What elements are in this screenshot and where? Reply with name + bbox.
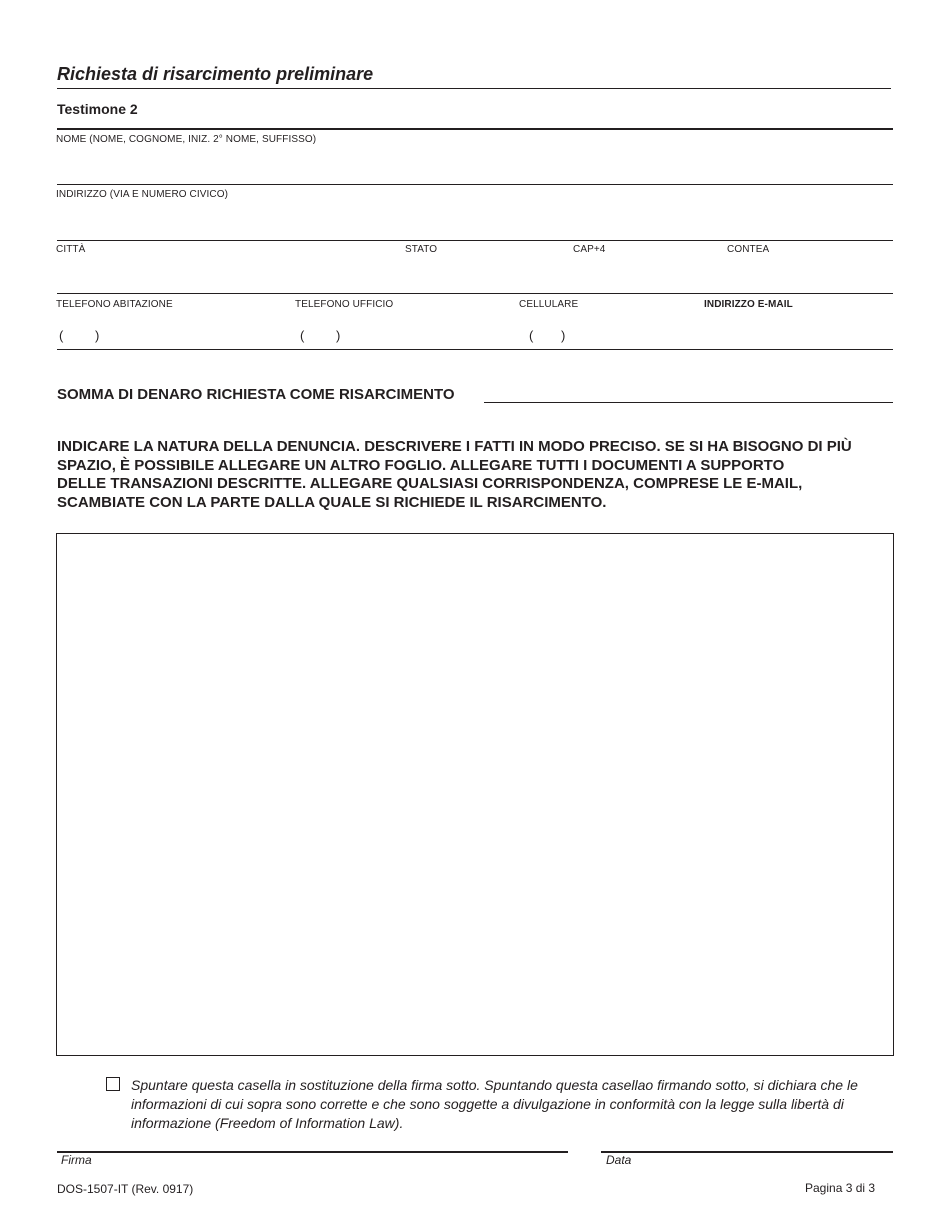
- amount-field[interactable]: [484, 382, 893, 402]
- office-phone-paren-close: ): [336, 328, 341, 343]
- title-rule: [57, 88, 891, 89]
- mobile-label: CELLULARE: [519, 299, 579, 310]
- instructions-line-4: SCAMBIATE CON LA PARTE DALLA QUALE SI RICHIEDE IL RISARCIMENTO.: [57, 494, 607, 512]
- city-rule: [57, 293, 893, 294]
- signature-label: Firma: [61, 1153, 92, 1167]
- section-title: Testimone 2: [57, 101, 138, 117]
- page-title: Richiesta di risarcimento preliminare: [57, 64, 374, 84]
- home-phone-paren-open: (: [59, 328, 64, 343]
- email-label: INDIRIZZO E-MAIL: [704, 299, 793, 310]
- state-label: STATO: [405, 244, 438, 255]
- instructions-line-3: DELLE TRANSAZIONI DESCRITTE. ALLEGARE QUALSIASI CORRISPONDENZA, COMPRESE LE E-MAIL,: [57, 475, 803, 493]
- city-label: CITTÀ: [56, 244, 86, 255]
- date-rule: [601, 1151, 893, 1153]
- amount-rule: [484, 402, 893, 403]
- certification-checkbox[interactable]: [106, 1077, 120, 1091]
- county-field[interactable]: [722, 256, 892, 293]
- instructions-line-2: SPAZIO, È POSSIBILE ALLEGARE UN ALTRO FOGLIO. ALLEGARE TUTTI I DOCUMENTI A SUPPORTO: [57, 456, 785, 474]
- home-phone-label: TELEFONO ABITAZIONE: [56, 299, 173, 310]
- form-id: DOS-1507-IT (Rev. 0917): [57, 1182, 194, 1196]
- name-label: NOME (NOME, COGNOME, INIZ. 2° NOME, SUFFISSO): [56, 134, 317, 145]
- mobile-paren-open: (: [529, 328, 534, 343]
- address-rule: [57, 240, 893, 241]
- instructions: [57, 438, 902, 513]
- home-phone-paren-close: ): [95, 328, 100, 343]
- mobile-paren-close: ): [561, 328, 566, 343]
- mobile-field[interactable]: [516, 312, 696, 348]
- office-phone-label: TELEFONO UFFICIO: [295, 299, 394, 310]
- certification-text: Spuntare questa casella in sostituzione della firma sotto. Spuntando questa casellao firmando sotto, si dichiara che le informazioni di cui sopra sono corrette e che sono soggette a divulgazione in conformità con la legge sulla libertà di informazione (Freedom of Information Law).: [131, 1077, 858, 1131]
- section-rule: [57, 128, 893, 130]
- county-label: CONTEA: [727, 244, 770, 255]
- date-label: Data: [606, 1153, 632, 1167]
- address-label: INDIRIZZO (VIA E NUMERO CIVICO): [56, 189, 228, 200]
- date-field[interactable]: [601, 1131, 893, 1151]
- name-field[interactable]: [57, 146, 893, 184]
- zip-field[interactable]: [568, 256, 718, 293]
- address-field[interactable]: [57, 202, 893, 240]
- instructions-line-1: INDICARE LA NATURA DELLA DENUNCIA. DESCRIVERE I FATTI IN MODO PRECISO. SE SI HA BISOGNO DI PIÙ: [57, 438, 852, 455]
- office-phone-paren-open: (: [300, 328, 305, 343]
- office-phone-field[interactable]: [292, 312, 512, 348]
- name-rule: [57, 184, 893, 185]
- home-phone-field[interactable]: [57, 312, 287, 348]
- phone-rule: [57, 349, 893, 350]
- signature-field[interactable]: [57, 1131, 568, 1151]
- city-field[interactable]: [57, 256, 397, 293]
- complaint-description-box[interactable]: [56, 533, 894, 1056]
- zip-label: CAP+4: [573, 244, 606, 255]
- email-field[interactable]: [700, 312, 892, 348]
- page-number: Pagina 3 di 3: [805, 1181, 876, 1195]
- signature-rule: [57, 1151, 568, 1153]
- amount-label: SOMMA DI DENARO RICHIESTA COME RISARCIMENTO: [57, 386, 455, 403]
- state-field[interactable]: [400, 256, 565, 293]
